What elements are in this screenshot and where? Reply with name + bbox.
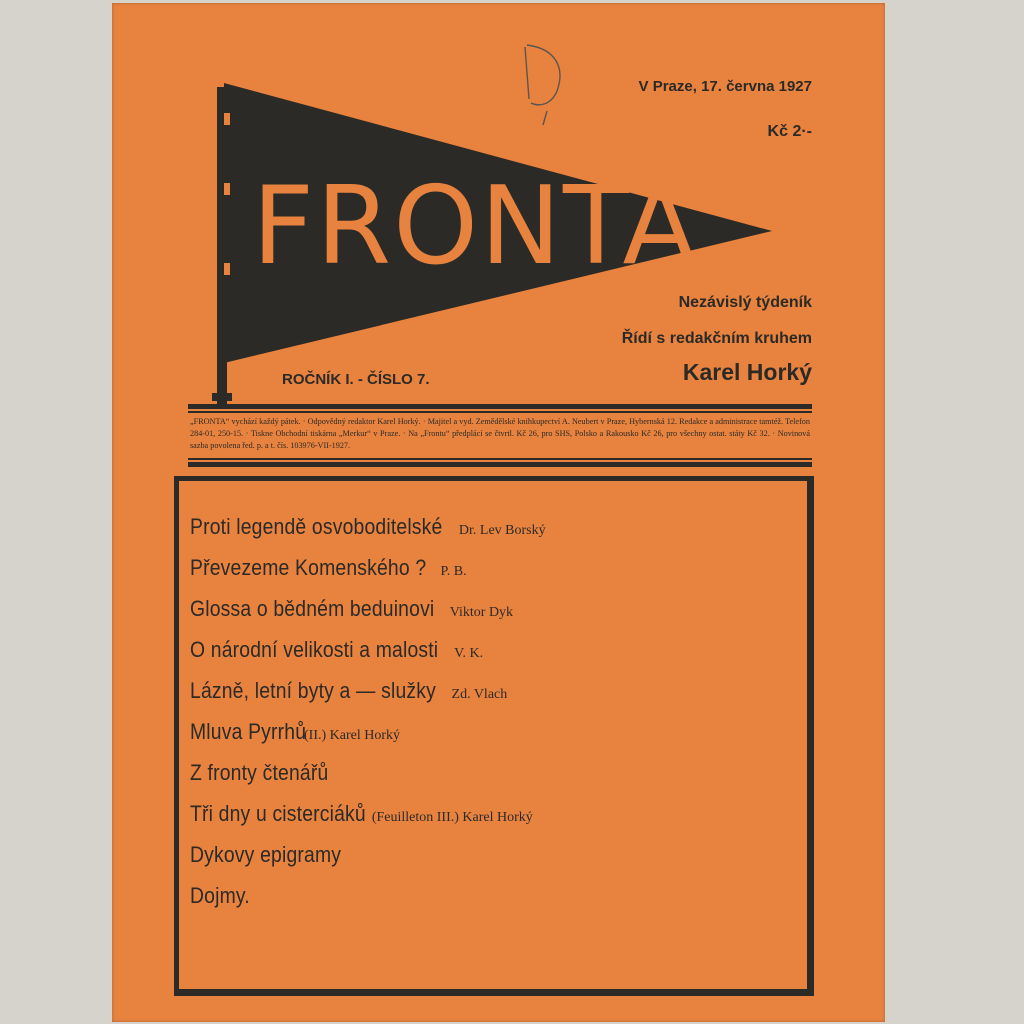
toc-item: Dykovy epigramy [190,842,342,867]
table-of-contents [190,514,546,924]
toc-item: Lázně, letní byty a — služky Zd. Vlach [190,678,508,703]
editorial-note: Řídí s redakčním kruhem [621,330,812,347]
magazine-cover [112,3,885,1022]
bottom-rule [188,462,812,467]
toc-item: Mluva Pyrrhů(II.) Karel Horký [190,719,401,744]
imprint-text: „FRONTA“ vychází každý pátek. · Odpovědný redaktor Karel Horký. · Majitel a vyd. Zemědělské knihkupectví A. Neubert v Praze, Hybernská 12. Redakce a administrace tamtéž. Telefon 284-01, 250-15. · Tiskne Obchodní tiskárna „Merkur“ v Praze. · Na „Frontu“ předplácí se čtvrtl. Kč 26, pro SHS, Polsko a Rakousko Kč 26, pro všechny ostat. státy Kč 32. · Novinová sazba povolena řed. p. a t. čís. 103976-VII-1927. [190,417,810,450]
toc-item: Tři dny u cisterciáků (Feuilleton III.) Karel Horký [190,801,533,826]
volume-issue: ROČNÍK I. - ČÍSLO 7. [282,371,430,388]
magazine-title: FRONTA [252,164,699,289]
top-rule [188,404,812,409]
editor-name: Karel Horký [682,359,812,385]
toc-item: Převezeme Komenského ? P. B. [190,555,467,580]
handwritten-mark [517,39,577,129]
subtitle: Nezávislý týdeník [678,294,812,311]
toc-item: Proti legendě osvoboditelské Dr. Lev Borský [190,514,546,539]
toc-item: Glossa o bědném beduinovi Viktor Dyk [190,596,514,621]
toc-item: O národní velikosti a malosti V. K. [190,637,484,662]
issue-price: Kč 2·- [767,123,812,140]
toc-item: Dojmy. [190,883,250,908]
issue-date: V Praze, 17. června 1927 [638,78,812,95]
top-rule-thin [188,411,812,413]
bottom-rule-thin [188,458,812,460]
toc-item: Z fronty čtenářů [190,760,329,785]
